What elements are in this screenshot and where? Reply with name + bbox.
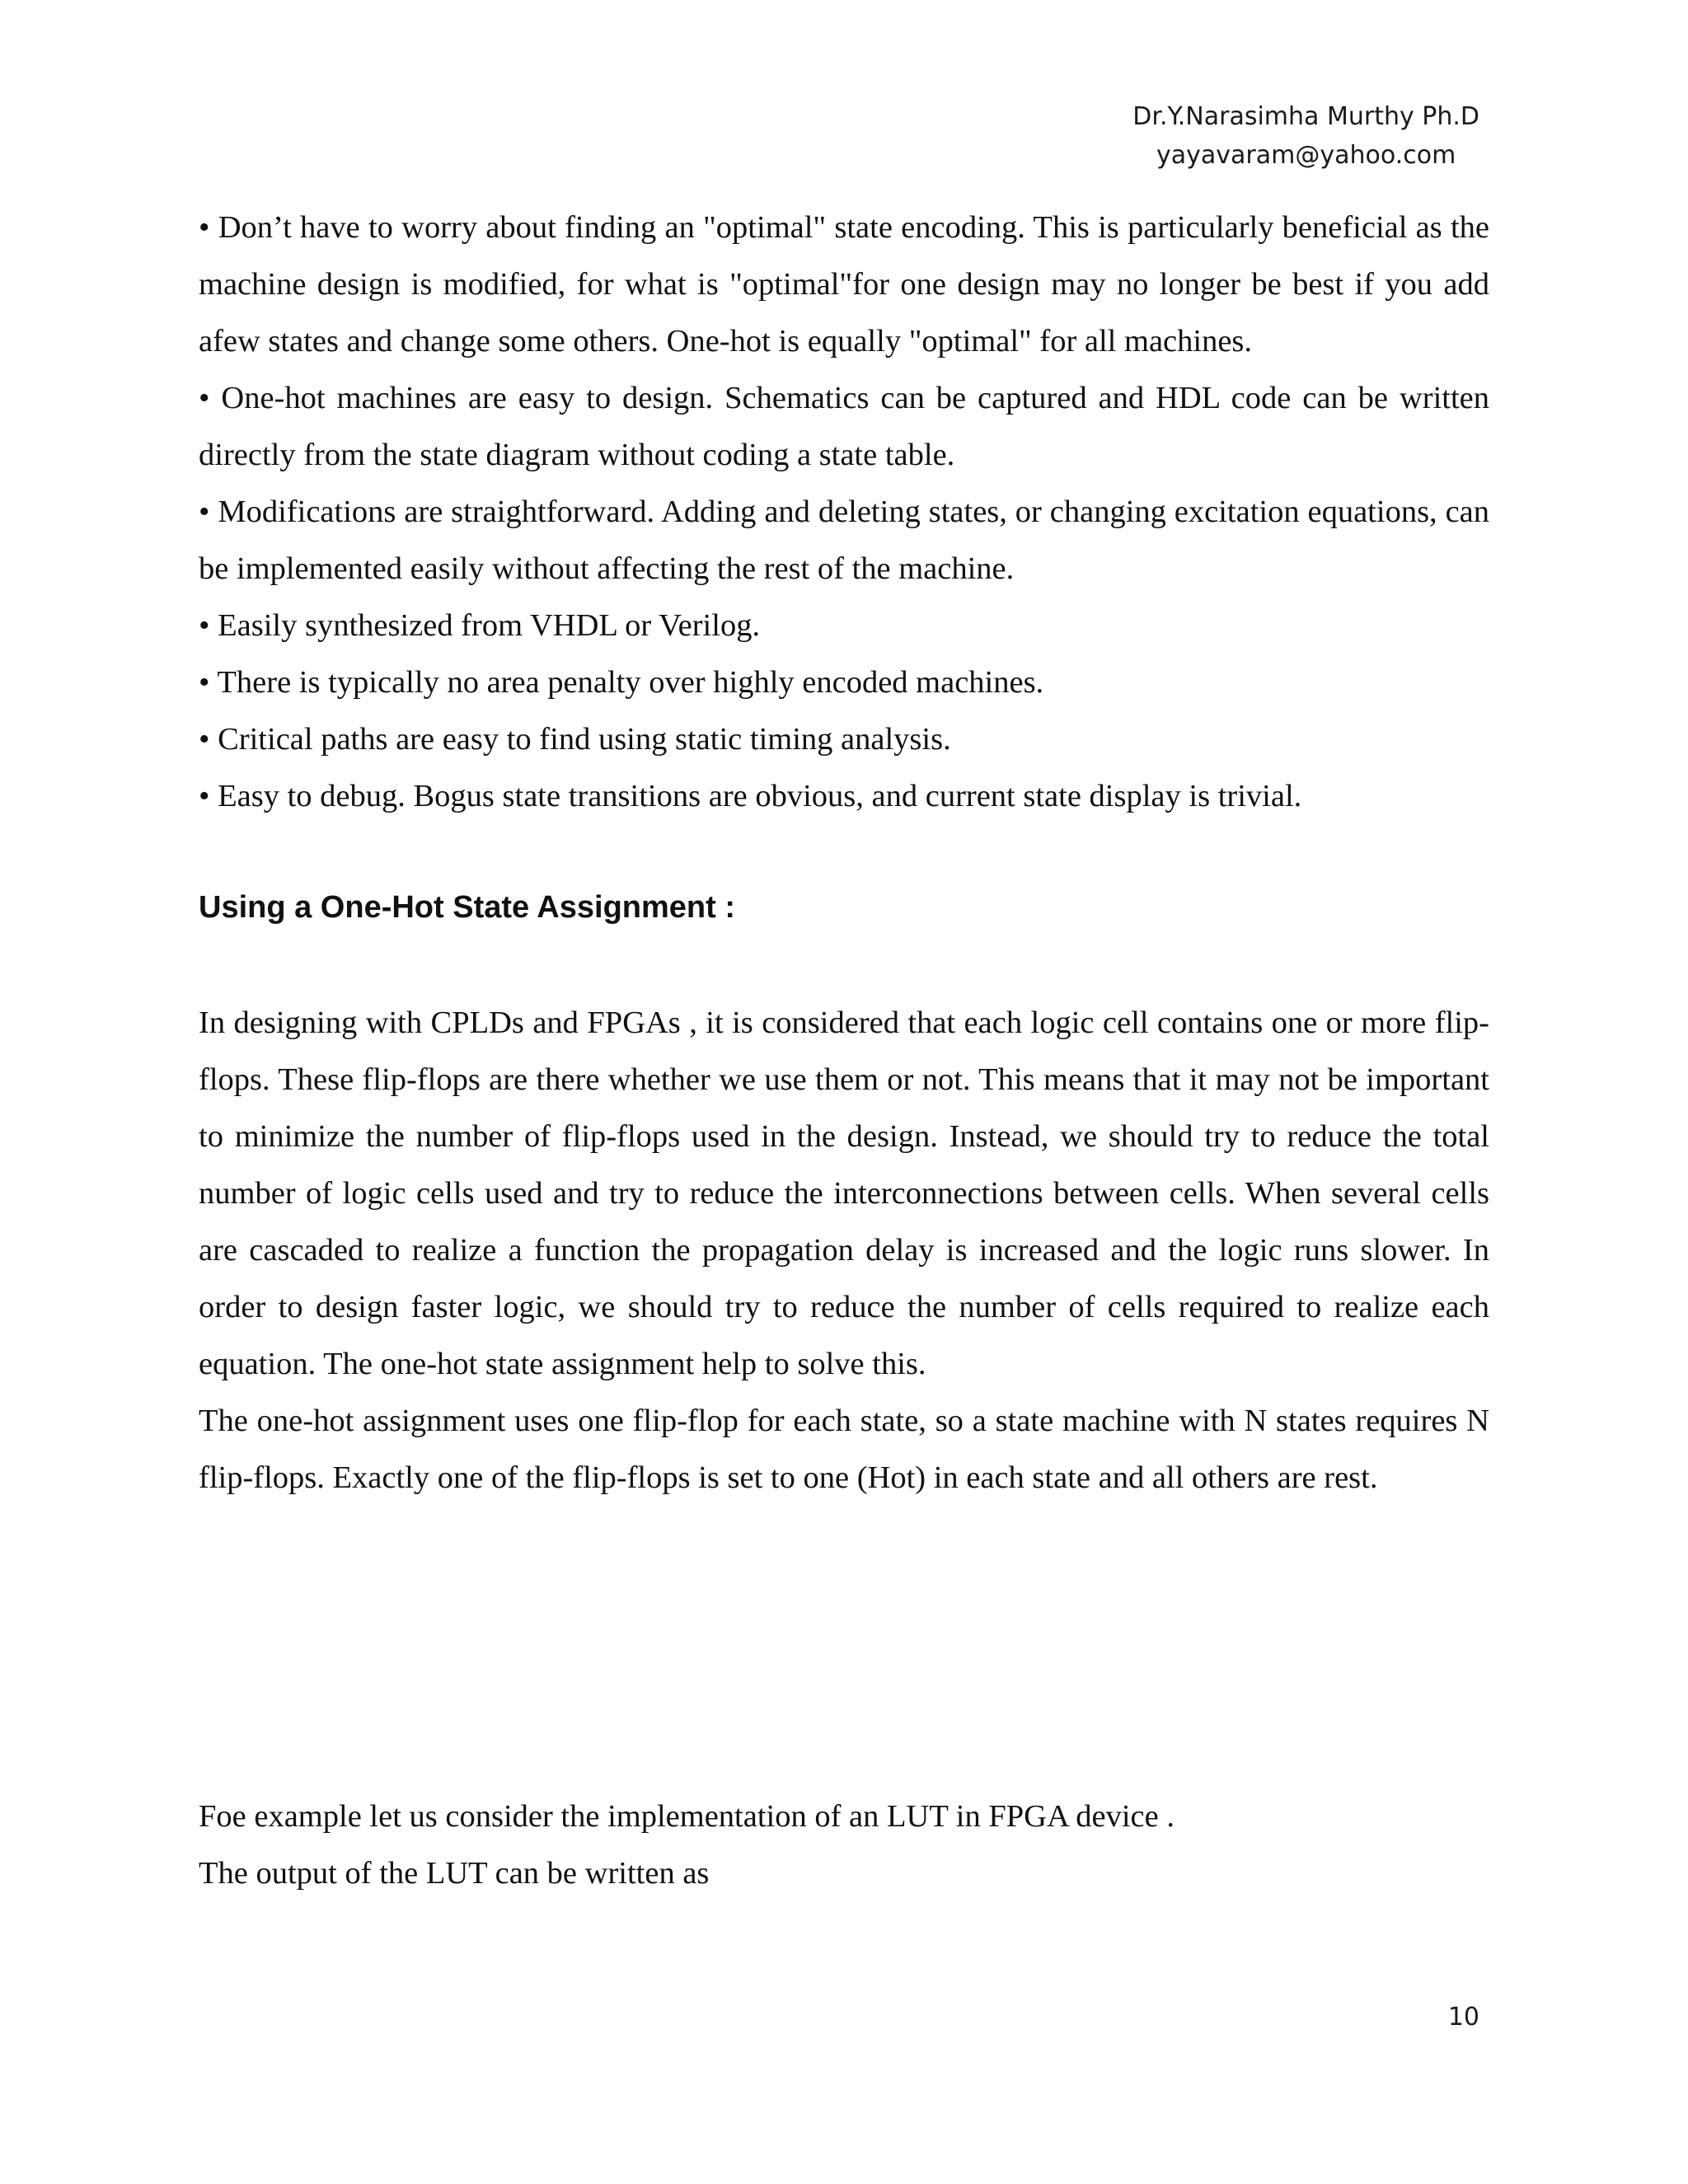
example-line-output: The output of the LUT can be written as <box>199 1856 710 1891</box>
bullet-synthesized: • Easily synthesized from VHDL or Verilog. <box>199 608 761 643</box>
bullet-easy-design: • One-hot machines are easy to design. Schematics can be captured and HDL code can be written directly from the state diagram without coding a state table. <box>199 381 1489 472</box>
bullet-modifications: • Modifications are straightforward. Adding and deleting states, or changing excitation equations, can be implemented easily without affecting the rest of the machine. <box>199 494 1489 586</box>
example-line-lut: Foe example let us consider the implementation of an LUT in FPGA device . <box>199 1799 1175 1834</box>
bullet-critical-paths: • Critical paths are easy to find using static timing analysis. <box>199 722 951 757</box>
section-heading: Using a One-Hot State Assignment : <box>199 890 735 925</box>
bullet-easy-debug: • Easy to debug. Bogus state transitions are obvious, and current state display is trivial. <box>199 779 1302 813</box>
bullet-no-area-penalty: • There is typically no area penalty over highly encoded machines. <box>199 665 1044 700</box>
author-name: Dr.Y.Narasimha Murthy Ph.D <box>1132 102 1479 131</box>
author-email: yayavaram@yahoo.com <box>1156 141 1456 170</box>
page-number: 10 <box>1447 2003 1479 2032</box>
bullet-optimal-encoding: • Don’t have to worry about finding an "optimal" state encoding. This is particularly beneficial as the machine design is modified, for what is "optimal"for one design may no longer be best if you add afew states and change some others. One-hot is equally "optimal" for all machines. <box>199 210 1489 359</box>
page-header <box>1132 97 1479 175</box>
paragraph-cplds-fpgas: In designing with CPLDs and FPGAs , it is considered that each logic cell contains one or more flip-flops. These flip-flops are there whether we use them or not. This means that it may not be important to minimize the number of flip-flops used in the design. Instead, we should try to reduce the total number of logic cells used and try to reduce the interconnections between cells. When several cells are cascaded to realize a function the propagation delay is increased and the logic runs slower. In order to design faster logic, we should try to reduce the number of cells required to realize each equation. The one-hot state assignment help to solve this. <box>199 1005 1489 1381</box>
paragraph-one-hot-assignment: The one-hot assignment uses one flip-flop for each state, so a state machine with N states requires N flip-flops. Exactly one of the flip-flops is set to one (Hot) in each state and all others are rest. <box>199 1404 1489 1495</box>
